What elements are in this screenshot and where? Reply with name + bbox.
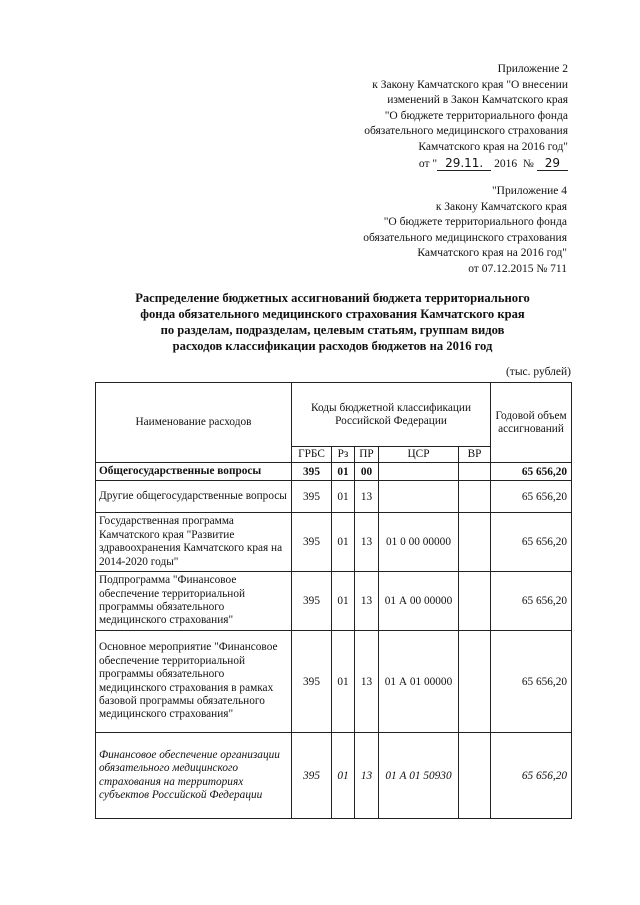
row-amount: 65 656,20 bbox=[491, 481, 572, 513]
row-rz: 01 bbox=[332, 481, 355, 513]
header-amount: Годовой объем ассигнований bbox=[491, 383, 572, 463]
header-name: Наименование расходов bbox=[96, 383, 292, 463]
row-grbs: 395 bbox=[292, 513, 332, 572]
table-row bbox=[96, 572, 572, 631]
header-codes: Коды бюджетной классификации Российской Федерации bbox=[292, 383, 491, 447]
row-amount: 65 656,20 bbox=[491, 513, 572, 572]
date-prefix: от " bbox=[418, 157, 438, 170]
row-vr bbox=[459, 513, 491, 572]
row-rz: 01 bbox=[332, 572, 355, 631]
row-name: Финансовое обеспечение организации обязательного медицинского страхования на территориях субъектов Российской Федерации bbox=[96, 733, 292, 819]
row-name: Подпрограмма "Финансовое обеспечение территориальной программы обязательного медицинского страхования" bbox=[96, 572, 292, 631]
row-pr: 00 bbox=[355, 463, 379, 481]
budget-table bbox=[95, 382, 572, 819]
header-vr: ВР bbox=[459, 447, 491, 463]
appendix-4-line: обязательного медицинского страхования bbox=[363, 231, 567, 244]
appendix-4-line: "О бюджете территориального фонда bbox=[383, 216, 567, 229]
appendix-2-date-line bbox=[364, 156, 568, 173]
row-name: Государственная программа Камчатского края "Развитие здравоохранения Камчатского края на 2014-2020 годы" bbox=[96, 513, 292, 572]
row-vr bbox=[459, 481, 491, 513]
appendix-2-line: обязательного медицинского страхования bbox=[364, 125, 568, 138]
document-title bbox=[100, 290, 565, 354]
row-vr bbox=[459, 463, 491, 481]
row-pr: 13 bbox=[355, 572, 379, 631]
table-row bbox=[96, 463, 572, 481]
appendix-4-line: от 07.12.2015 № 711 bbox=[468, 262, 567, 275]
appendix-4-line: Камчатского края на 2016 год" bbox=[417, 247, 567, 260]
row-name: Основное мероприятие "Финансовое обеспечение территориальной программы обязательного медицинского страхования в рамках базовой программы обязательного медицинского страхования" bbox=[96, 631, 292, 733]
number-sign: № bbox=[522, 157, 534, 170]
row-grbs: 395 bbox=[292, 572, 332, 631]
row-csr: 01 А 01 50930 bbox=[379, 733, 459, 819]
row-pr: 13 bbox=[355, 513, 379, 572]
appendix-2-header bbox=[364, 62, 568, 172]
date-year: 2016 bbox=[494, 157, 518, 170]
handwritten-number: 29 bbox=[537, 156, 568, 171]
appendix-2-line: Камчатского края на 2016 год" bbox=[418, 140, 568, 153]
header-csr: ЦСР bbox=[379, 447, 459, 463]
row-csr: 01 А 01 00000 bbox=[379, 631, 459, 733]
appendix-4-line: к Закону Камчатского края bbox=[435, 200, 567, 213]
row-vr bbox=[459, 733, 491, 819]
title-line: фонда обязательного медицинского страхования Камчатского края bbox=[140, 307, 525, 321]
row-grbs: 395 bbox=[292, 733, 332, 819]
row-grbs: 395 bbox=[292, 481, 332, 513]
table-row bbox=[96, 631, 572, 733]
row-rz: 01 bbox=[332, 513, 355, 572]
table-row bbox=[96, 481, 572, 513]
row-pr: 13 bbox=[355, 733, 379, 819]
title-line: Распределение бюджетных ассигнований бюджета территориального bbox=[135, 291, 530, 305]
row-vr bbox=[459, 572, 491, 631]
appendix-4-header bbox=[363, 184, 567, 278]
appendix-2-line: Приложение 2 bbox=[497, 63, 568, 75]
title-line: по разделам, подразделам, целевым статьям, группам видов bbox=[160, 323, 505, 337]
row-amount: 65 656,20 bbox=[491, 572, 572, 631]
row-amount: 65 656,20 bbox=[491, 733, 572, 819]
header-grbs: ГРБС bbox=[292, 447, 332, 463]
row-amount: 65 656,20 bbox=[491, 463, 572, 481]
row-rz: 01 bbox=[332, 733, 355, 819]
appendix-2-line: "О бюджете территориального фонда bbox=[384, 109, 568, 122]
row-vr bbox=[459, 631, 491, 733]
row-rz: 01 bbox=[332, 463, 355, 481]
row-pr: 13 bbox=[355, 481, 379, 513]
units-label: (тыс. рублей) bbox=[505, 366, 571, 378]
appendix-2-line: к Закону Камчатского края "О внесении bbox=[372, 78, 568, 91]
table-row bbox=[96, 733, 572, 819]
appendix-2-line: изменений в Закон Камчатского края bbox=[387, 94, 568, 107]
title-line: расходов классификации расходов бюджетов на 2016 год bbox=[172, 339, 493, 353]
row-csr: 01 0 00 00000 bbox=[379, 513, 459, 572]
row-grbs: 395 bbox=[292, 463, 332, 481]
appendix-4-line: "Приложение 4 bbox=[491, 185, 567, 197]
row-csr: 01 А 00 00000 bbox=[379, 572, 459, 631]
row-amount: 65 656,20 bbox=[491, 631, 572, 733]
row-csr bbox=[379, 481, 459, 513]
handwritten-date: 29.11. bbox=[437, 156, 491, 171]
row-name: Другие общегосударственные вопросы bbox=[96, 481, 292, 513]
row-csr bbox=[379, 463, 459, 481]
header-pr: ПР bbox=[355, 447, 379, 463]
row-rz: 01 bbox=[332, 631, 355, 733]
table-row bbox=[96, 513, 572, 572]
row-grbs: 395 bbox=[292, 631, 332, 733]
row-pr: 13 bbox=[355, 631, 379, 733]
header-rz: Рз bbox=[332, 447, 355, 463]
row-name: Общегосударственные вопросы bbox=[96, 463, 292, 481]
